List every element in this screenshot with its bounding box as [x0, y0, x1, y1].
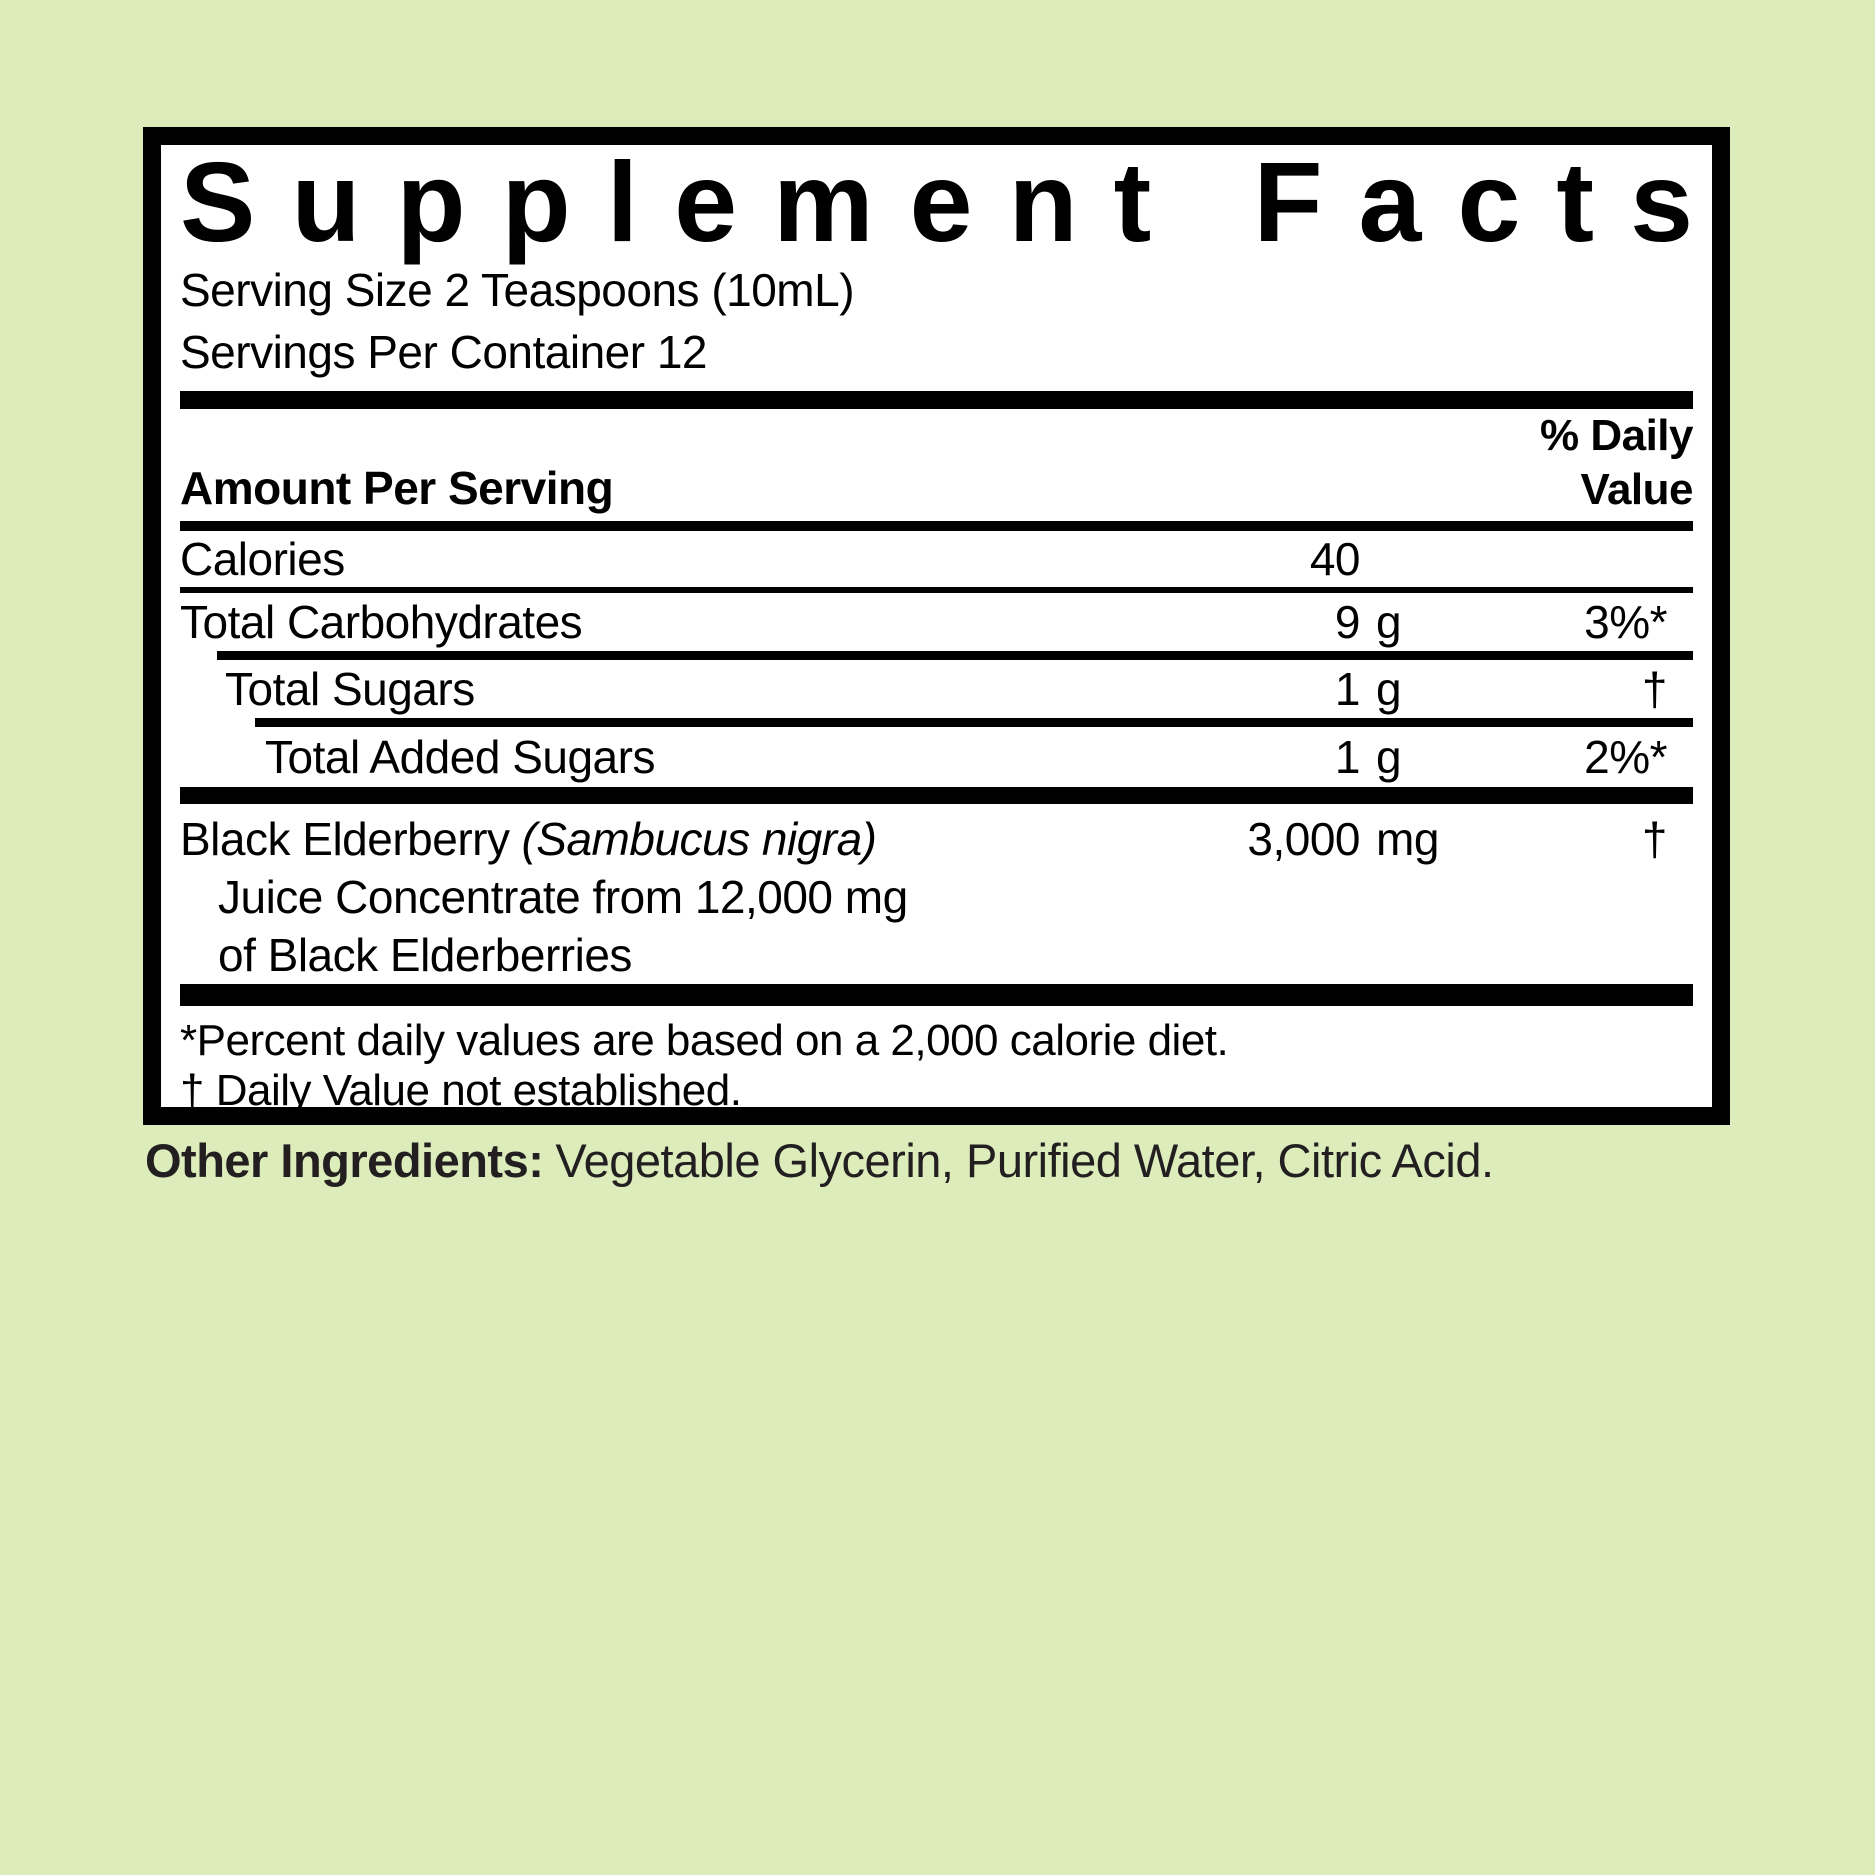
supplement-facts-title: S u p p l e m e n t F a c t s — [180, 139, 1693, 265]
daily-value-header — [1540, 409, 1693, 517]
column-header-row — [180, 409, 1693, 521]
footnote-daily-value: † Daily Value not established. — [180, 1066, 742, 1115]
row-label: Total Carbohydrates — [180, 596, 583, 648]
thick-divider-middle — [180, 787, 1693, 804]
row-label: Total Added Sugars — [265, 731, 655, 783]
ingredient-amount: 3,000 — [1247, 813, 1360, 865]
ingredient-latin-name: (Sambucus nigra) — [521, 813, 877, 865]
header-rule — [180, 521, 1693, 531]
table-row-total-sugars — [180, 660, 1693, 718]
table-row-calories — [180, 531, 1693, 587]
row-amount: 9 — [1334, 596, 1360, 648]
row-amount: 1 — [1334, 663, 1360, 715]
daily-value-header-line1: % Daily — [1539, 411, 1693, 460]
thick-divider-top — [180, 391, 1693, 409]
ingredient-line-1 — [180, 810, 1693, 868]
row-daily-value: 3%* — [1584, 596, 1667, 648]
footnotes — [180, 1016, 1693, 1116]
other-ingredients-line — [145, 1134, 1745, 1188]
row-label: Calories — [180, 533, 345, 585]
ingredient-unit: mg — [1376, 813, 1439, 865]
other-ingredients-text: Vegetable Glycerin, Purified Water, Citric Acid. — [555, 1134, 1494, 1187]
row-daily-value: 2%* — [1584, 731, 1667, 783]
row-amount: 1 — [1334, 731, 1360, 783]
table-row-total-carbohydrates — [180, 593, 1693, 651]
ingredient-line-3: of Black Elderberries — [218, 929, 632, 981]
row-label: Total Sugars — [225, 663, 475, 715]
row-amount: 40 — [1309, 533, 1360, 585]
table-row-total-added-sugars — [180, 727, 1693, 787]
row-rule — [255, 718, 1693, 727]
row-rule — [217, 651, 1693, 660]
row-unit: g — [1376, 731, 1402, 783]
amount-per-serving-header: Amount Per Serving — [180, 462, 614, 514]
ingredient-row-black-elderberry — [180, 810, 1693, 984]
servings-per-container-text: Servings Per Container 12 — [180, 326, 708, 378]
row-unit: g — [1376, 596, 1402, 648]
thick-divider-bottom — [180, 984, 1693, 1006]
serving-size-text: Serving Size 2 Teaspoons (10mL) — [180, 264, 855, 316]
ingredient-line-2: Juice Concentrate from 12,000 mg — [218, 871, 908, 923]
row-unit: g — [1376, 663, 1402, 715]
row-daily-value: † — [1641, 663, 1667, 715]
supplement-facts-panel — [143, 127, 1730, 1125]
ingredient-daily-value: † — [1641, 813, 1667, 865]
ingredient-name: Black Elderberry — [180, 813, 510, 865]
footnote-percent-daily: *Percent daily values are based on a 2,000 calorie diet. — [180, 1016, 1229, 1065]
daily-value-header-line2: Value — [1580, 465, 1693, 514]
other-ingredients-label: Other Ingredients: — [145, 1134, 544, 1187]
